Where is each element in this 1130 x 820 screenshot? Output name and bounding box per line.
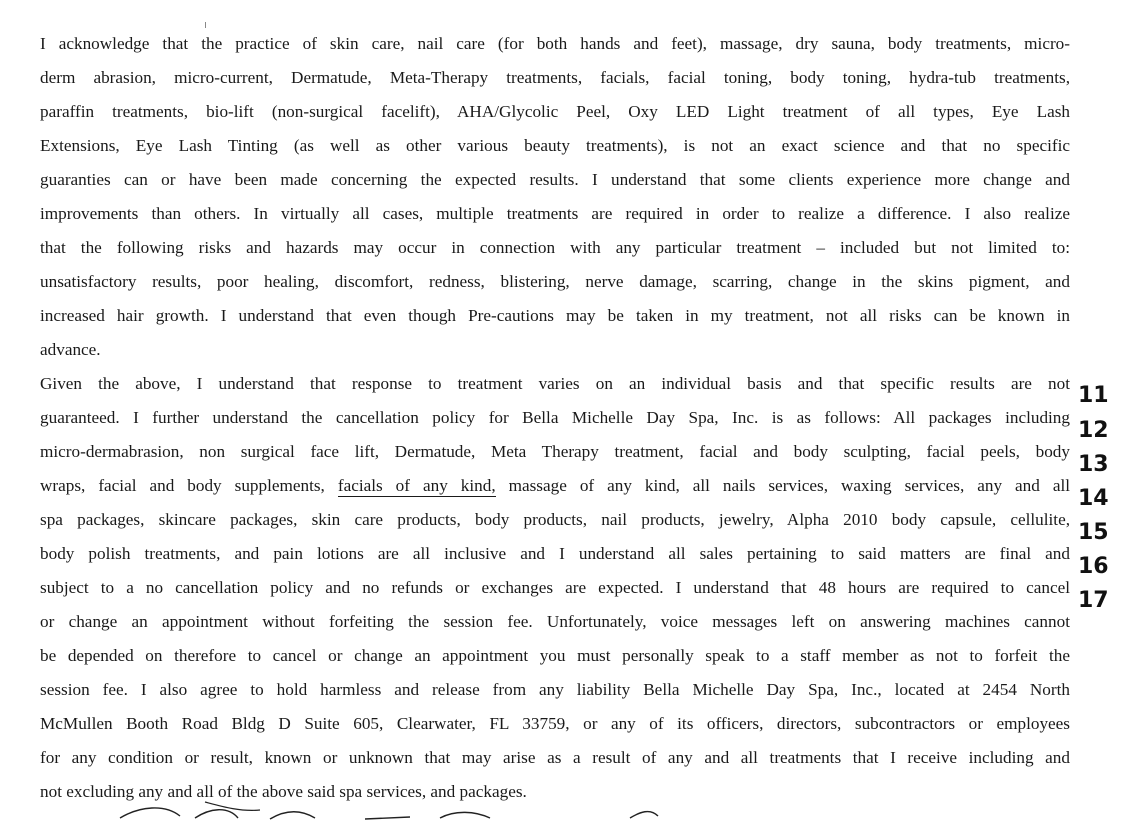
text-line: guaranteed. I further understand the cancellation policy for Bella Michelle Day Spa, Inc. is as follows: All packages including: [40, 408, 1070, 427]
text-line: session fee. I also agree to hold harmless and release from any liability Bella Michelle Day Spa, Inc., located at 2454 North: [40, 680, 1070, 699]
scan-speck: [205, 22, 206, 28]
text-line: advance.: [40, 340, 101, 359]
text-line: subject to a no cancellation policy and no refunds or exchanges are expected. I understand that 48 hours are required to cancel: [40, 578, 1070, 597]
margin-number: 13: [1078, 452, 1109, 477]
text-segment: wraps, facial and body supplements,: [40, 476, 338, 495]
text-line: I acknowledge that the practice of skin care, nail care (for both hands and feet), massage, dry sauna, body treatments, micro-: [40, 34, 1070, 53]
margin-number: 17: [1078, 588, 1109, 613]
text-line: body polish treatments, and pain lotions are all inclusive and I understand all sales pertaining to said matters are final and: [40, 544, 1070, 563]
text-line: [40, 475, 1070, 497]
text-line: paraffin treatments, bio-lift (non-surgical facelift), AHA/Glycolic Peel, Oxy LED Light treatment of all types, Eye Lash: [40, 102, 1070, 121]
signature-strokes: [110, 800, 710, 820]
text-line: improvements than others. In virtually all cases, multiple treatments are required in order to realize a difference. I also realize: [40, 204, 1070, 223]
text-line: or change an appointment without forfeiting the session fee. Unfortunately, voice messages left on answering machines cannot: [40, 612, 1070, 631]
text-line: spa packages, skincare packages, skin care products, body products, nail products, jewelry, Alpha 2010 body capsule, cellulite,: [40, 510, 1070, 529]
text-line: McMullen Booth Road Bldg D Suite 605, Clearwater, FL 33759, or any of its officers, directors, subcontractors or employees: [40, 714, 1070, 733]
margin-number: 11: [1078, 383, 1109, 408]
margin-number: 12: [1078, 418, 1109, 443]
margin-number: 14: [1078, 486, 1109, 511]
text-segment: massage of any kind, all nails services, waxing services, any and all: [495, 476, 1071, 495]
text-line: unsatisfactory results, poor healing, discomfort, redness, blistering, nerve damage, scarring, change in the skins pigment, and: [40, 272, 1070, 291]
margin-number: 15: [1078, 520, 1109, 545]
text-line: increased hair growth. I understand that even though Pre-cautions may be taken in my treatment, not all risks can be known in: [40, 306, 1070, 325]
text-line: for any condition or result, known or unknown that may arise as a result of any and all treatments that I receive including and: [40, 748, 1070, 767]
text-line: derm abrasion, micro-current, Dermatude, Meta-Therapy treatments, facials, facial toning, body toning, hydra-tub treatments,: [40, 68, 1070, 87]
text-line: not excluding any and all of the above said spa services, and packages.: [40, 782, 527, 801]
handwritten-underline-text: facials of any kind,: [337, 476, 496, 495]
margin-number: 16: [1078, 554, 1109, 579]
text-line: guaranties can or have been made concerning the expected results. I understand that some clients experience more change and: [40, 170, 1070, 189]
text-line: micro-dermabrasion, non surgical face lift, Dermatude, Meta Therapy treatment, facial and body sculpting, facial peels, body: [40, 442, 1070, 461]
text-line: Extensions, Eye Lash Tinting (as well as other various beauty treatments), is not an exact science and that no specific: [40, 136, 1070, 155]
text-line: be depended on therefore to cancel or change an appointment you must personally speak to a staff member as not to forfeit the: [40, 646, 1070, 665]
text-line: that the following risks and hazards may occur in connection with any particular treatment – included but not limited to:: [40, 238, 1070, 257]
text-line: Given the above, I understand that response to treatment varies on an individual basis and that specific results are not: [40, 374, 1070, 393]
